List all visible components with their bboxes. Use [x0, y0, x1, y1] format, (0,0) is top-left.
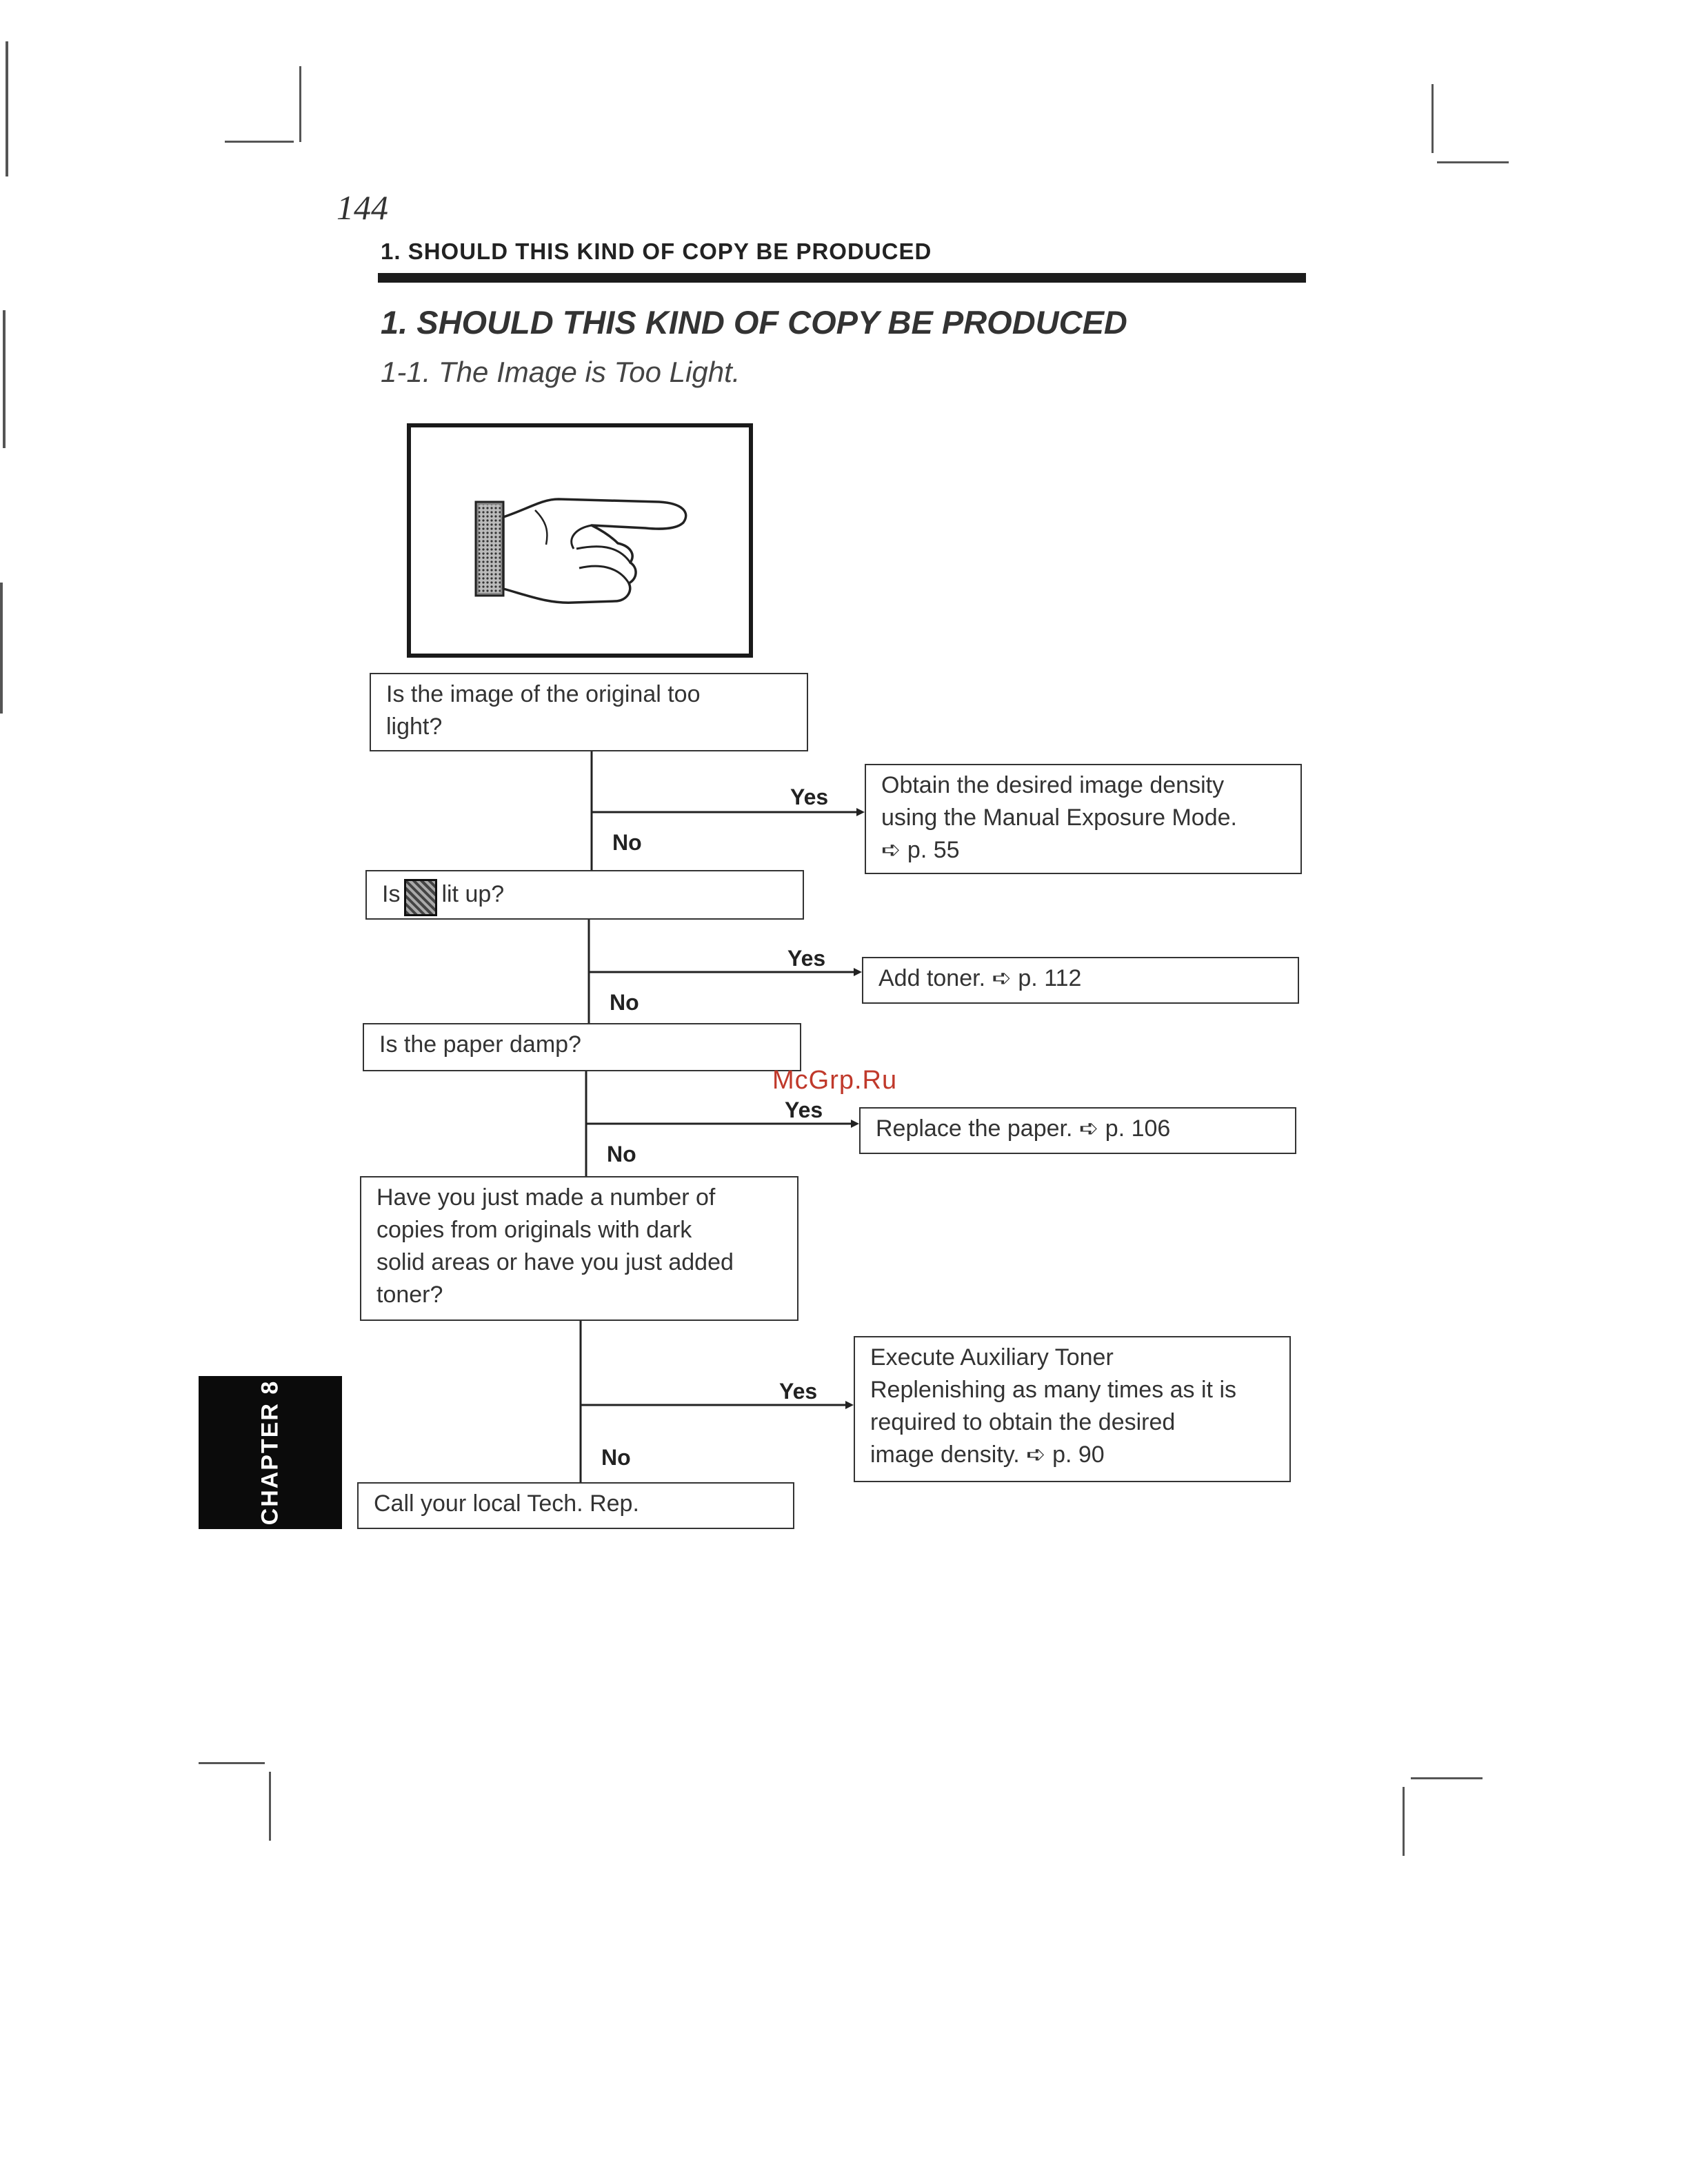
- question-paper-damp: [363, 1023, 801, 1071]
- answer-line: Obtain the desired image density: [881, 772, 1225, 798]
- crop-mark: [6, 41, 8, 176]
- arrowhead: [851, 1120, 859, 1128]
- crop-mark: [225, 141, 294, 143]
- arrowhead: [854, 968, 862, 976]
- answer-line: using the Manual Exposure Mode.: [881, 805, 1237, 831]
- crop-mark: [1431, 84, 1434, 153]
- subsection-title: 1-1. The Image is Too Light.: [381, 356, 741, 388]
- crop-mark: [0, 583, 3, 714]
- answer-line: Execute Auxiliary Toner: [870, 1344, 1114, 1371]
- answer-line: image density. ➪ p. 90: [870, 1442, 1105, 1468]
- section-title: 1. SHOULD THIS KIND OF COPY BE PRODUCED: [381, 304, 1127, 341]
- arrowhead: [856, 808, 865, 816]
- crop-mark: [1437, 161, 1509, 163]
- yes-label: Yes: [779, 1379, 818, 1404]
- no-label: No: [607, 1142, 636, 1166]
- arrowhead: [845, 1401, 854, 1409]
- page-number: 144: [336, 188, 388, 227]
- running-header: 1. SHOULD THIS KIND OF COPY BE PRODUCED: [381, 239, 932, 264]
- final-action-call-tech-rep: [357, 1482, 794, 1529]
- answer-line: required to obtain the desired: [870, 1409, 1176, 1435]
- crop-mark: [199, 1762, 265, 1764]
- question-line: Is the paper damp?: [379, 1031, 581, 1058]
- pointing-hand-icon: [411, 427, 749, 654]
- answer-manual-exposure: [865, 764, 1302, 874]
- answer-replace-paper: [859, 1107, 1296, 1154]
- question-line: Is the image of the original too: [386, 681, 701, 707]
- question-line: toner?: [376, 1282, 443, 1308]
- question-line: Have you just made a number of: [376, 1184, 716, 1211]
- question-line: copies from originals with dark: [376, 1217, 692, 1243]
- answer-line: Replenishing as many times as it is: [870, 1377, 1237, 1403]
- answer-add-toner: [862, 957, 1299, 1004]
- header-rule: [378, 273, 1306, 283]
- yes-label: Yes: [787, 946, 826, 971]
- question-original-too-light: [370, 673, 808, 751]
- crop-mark: [1411, 1777, 1483, 1779]
- watermark: McGrp.Ru: [772, 1066, 898, 1095]
- toner-indicator-icon: [404, 879, 437, 916]
- chapter-tab-label: CHAPTER 8: [257, 1379, 283, 1526]
- answer-auxiliary-toner: [854, 1336, 1291, 1482]
- question-dark-originals: [360, 1176, 798, 1321]
- no-label: No: [601, 1445, 631, 1470]
- yes-label: Yes: [790, 785, 829, 809]
- question-line: solid areas or have you just added: [376, 1249, 734, 1275]
- answer-line: Add toner. ➪ p. 112: [878, 965, 1082, 991]
- question-indicator-lit: [365, 870, 804, 920]
- question-text-pre: Is: [382, 881, 401, 907]
- question-line: light?: [386, 714, 443, 740]
- illustration-frame: [407, 423, 753, 658]
- crop-mark: [299, 66, 301, 142]
- yes-label: Yes: [785, 1098, 823, 1122]
- crop-mark: [3, 310, 6, 448]
- crop-mark: [269, 1772, 271, 1841]
- answer-line: Replace the paper. ➪ p. 106: [876, 1115, 1171, 1142]
- final-action-text: Call your local Tech. Rep.: [374, 1490, 639, 1517]
- no-label: No: [610, 990, 639, 1015]
- chapter-tab: [199, 1376, 342, 1529]
- answer-line: ➪ p. 55: [881, 837, 960, 863]
- crop-mark: [1403, 1787, 1405, 1856]
- no-label: No: [612, 830, 642, 855]
- question-text-post: lit up?: [441, 881, 505, 907]
